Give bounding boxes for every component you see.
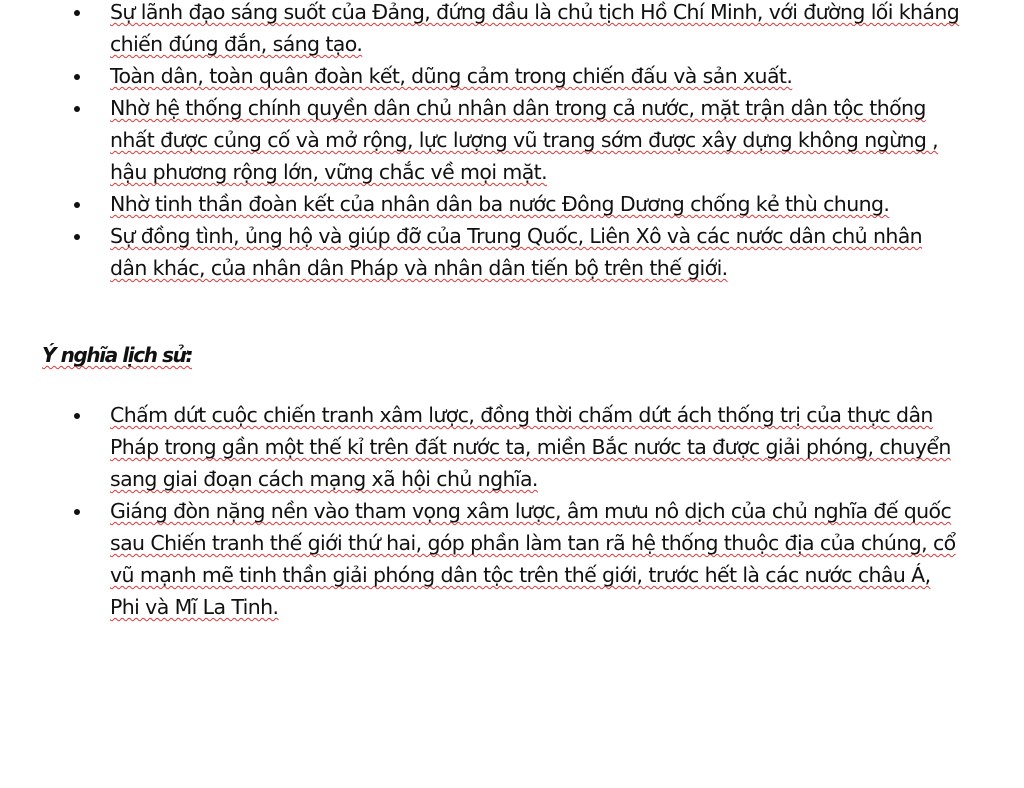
- list-item-text[interactable]: Giáng đòn nặng nền vào tham vọng xâm lược, âm mưu nô dịch của chủ nghĩa đế quốc sau Chiến tranh thế giới thứ hai, góp phần làm tan rã hệ thống thuộc địa của chúng, cổ vũ mạnh mẽ tinh thần giải phóng dân tộc trên thế giới, trước hết là các nước châu Á, Phi và Mĩ La Tinh.: [110, 499, 956, 619]
- significance-list: [0, 399, 960, 623]
- list-item: [0, 399, 960, 495]
- causes-list: [0, 0, 960, 284]
- list-item-text[interactable]: Chấm dứt cuộc chiến tranh xâm lược, đồng thời chấm dứt ách thống trị của thực dân Pháp trong gần một thế kỉ trên đất nước ta, miền Bắc nước ta được giải phóng, chuyển sang giai đoạn cách mạng xã hội chủ nghĩa.: [110, 403, 951, 491]
- list-item: [0, 92, 960, 188]
- significance-heading[interactable]: Ý nghĩa lịch sử:: [42, 343, 193, 367]
- list-item-text[interactable]: Nhờ hệ thống chính quyền dân chủ nhân dân trong cả nước, mặt trận dân tộc thống nhất được củng cố và mở rộng, lực lượng vũ trang sớm được xây dựng không ngừng , hậu phương rộng lớn, vững chắc về mọi mặt.: [110, 96, 939, 184]
- list-item-text[interactable]: Nhờ tinh thần đoàn kết của nhân dân ba nước Đông Dương chống kẻ thù chung.: [110, 192, 890, 216]
- list-item: [0, 60, 960, 92]
- bullet-icon: [74, 74, 80, 80]
- bullet-icon: [74, 234, 80, 240]
- list-item-text[interactable]: Sự lãnh đạo sáng suốt của Đảng, đứng đầu là chủ tịch Hồ Chí Minh, với đường lối kháng chiến đúng đắn, sáng tạo.: [110, 0, 960, 56]
- list-item: [0, 0, 960, 60]
- list-item-text[interactable]: Toàn dân, toàn quân đoàn kết, dũng cảm trong chiến đấu và sản xuất.: [110, 64, 793, 88]
- bullet-icon: [74, 509, 80, 515]
- list-item: [0, 188, 960, 220]
- list-item: [0, 495, 960, 623]
- list-item: [0, 220, 960, 284]
- bullet-icon: [74, 202, 80, 208]
- bullet-icon: [74, 10, 80, 16]
- list-item-text[interactable]: Sự đồng tình, ủng hộ và giúp đỡ của Trung Quốc, Liên Xô và các nước dân chủ nhân dân khác, của nhân dân Pháp và nhân dân tiến bộ trên thế giới.: [110, 224, 923, 280]
- bullet-icon: [74, 106, 80, 112]
- bullet-icon: [74, 413, 80, 419]
